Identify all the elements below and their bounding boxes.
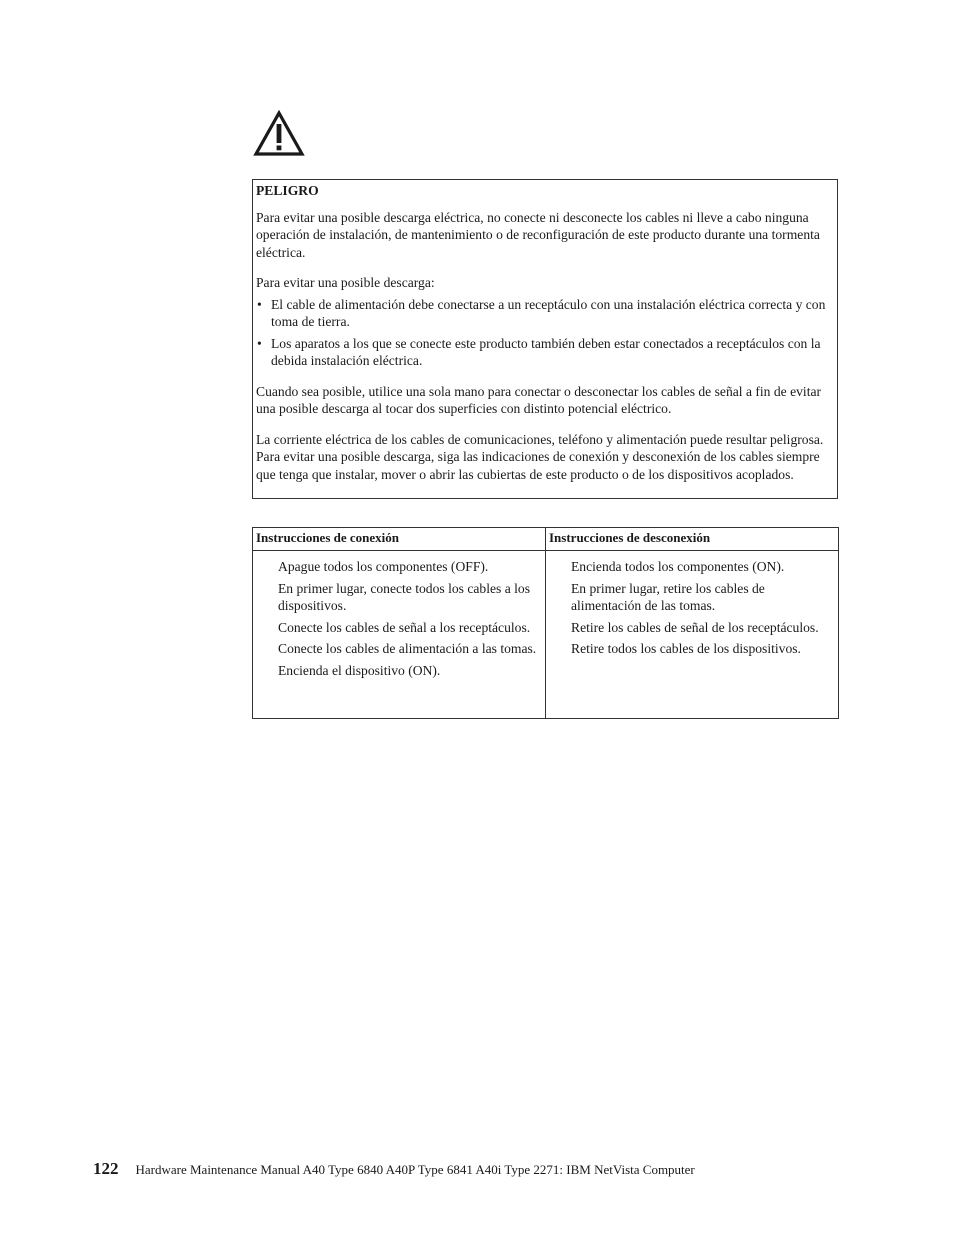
list-item: Retire todos los cables de los dispositivos. bbox=[571, 641, 801, 656]
danger-title: PELIGRO bbox=[256, 183, 319, 198]
bullet-icon: • bbox=[257, 335, 262, 351]
list-item: Conecte los cables de señal a los receptáculos. bbox=[278, 619, 531, 635]
list-item: • El cable de alimentación debe conectarse a un receptáculo con una instalación eléctrica correcta y con toma de tierra. bbox=[257, 296, 826, 329]
list-item: • Los aparatos a los que se conecte este producto también deben estar conectados a receptáculos con la debida instalación eléctrica. bbox=[257, 335, 821, 368]
list-item: En primer lugar, conecte todos los cables a los dispositivos. bbox=[278, 580, 530, 613]
danger-paragraph-storm: Para evitar una posible descarga eléctrica, no conecte ni desconecte los cables ni lleve a cabo ninguna operación de instalación, de mantenimiento o de reconfiguración de este producto durante una tormenta eléctrica. bbox=[256, 209, 820, 260]
danger-paragraph-one-hand: Cuando sea posible, utilice una sola mano para conectar o desconectar los cables de señal a fin de evitar una posible descarga al tocar dos superficies con distinto potencial eléctrico. bbox=[256, 383, 822, 416]
connect-column bbox=[253, 551, 546, 718]
connect-steps-list bbox=[253, 551, 545, 679]
danger-bullet-list bbox=[256, 296, 834, 370]
list-item: Apague todos los componentes (OFF). bbox=[278, 559, 489, 574]
list-item: Conecte los cables de alimentación a las tomas. bbox=[278, 641, 537, 656]
bullet-icon: • bbox=[257, 296, 262, 312]
page-footer bbox=[93, 1160, 695, 1179]
disconnect-header: Instrucciones de desconexión bbox=[549, 530, 711, 545]
warning-triangle-icon bbox=[253, 110, 305, 157]
disconnect-column bbox=[546, 551, 838, 718]
table-header-row bbox=[253, 528, 838, 551]
page-number: 122 bbox=[93, 1159, 119, 1178]
connection-instructions-table bbox=[252, 527, 839, 719]
list-item: Retire los cables de señal de los receptáculos. bbox=[571, 619, 819, 635]
danger-notice-box bbox=[252, 179, 838, 499]
disconnect-steps-list bbox=[546, 551, 838, 658]
list-item: En primer lugar, retire los cables de alimentación de las tomas. bbox=[571, 580, 765, 613]
list-item: Encienda todos los componentes (ON). bbox=[571, 559, 785, 574]
danger-paragraph-intro: Para evitar una posible descarga: bbox=[256, 275, 435, 290]
footer-title: Hardware Maintenance Manual A40 Type 6840 A40P Type 6841 A40i Type 2271: IBM NetVista Computer bbox=[135, 1162, 695, 1177]
table-body-row bbox=[253, 551, 838, 718]
list-item: Encienda el dispositivo (ON). bbox=[278, 662, 441, 678]
danger-paragraph-current: La corriente eléctrica de los cables de comunicaciones, teléfono y alimentación puede resultar peligrosa. Para evitar una posible descarga, siga las indicaciones de conexión y desconexión de los cables siempre que tenga que instalar, mover o abrir las cubiertas de este producto o de los dispositivos acoplados. bbox=[256, 431, 824, 482]
connect-header: Instrucciones de conexión bbox=[253, 528, 546, 550]
